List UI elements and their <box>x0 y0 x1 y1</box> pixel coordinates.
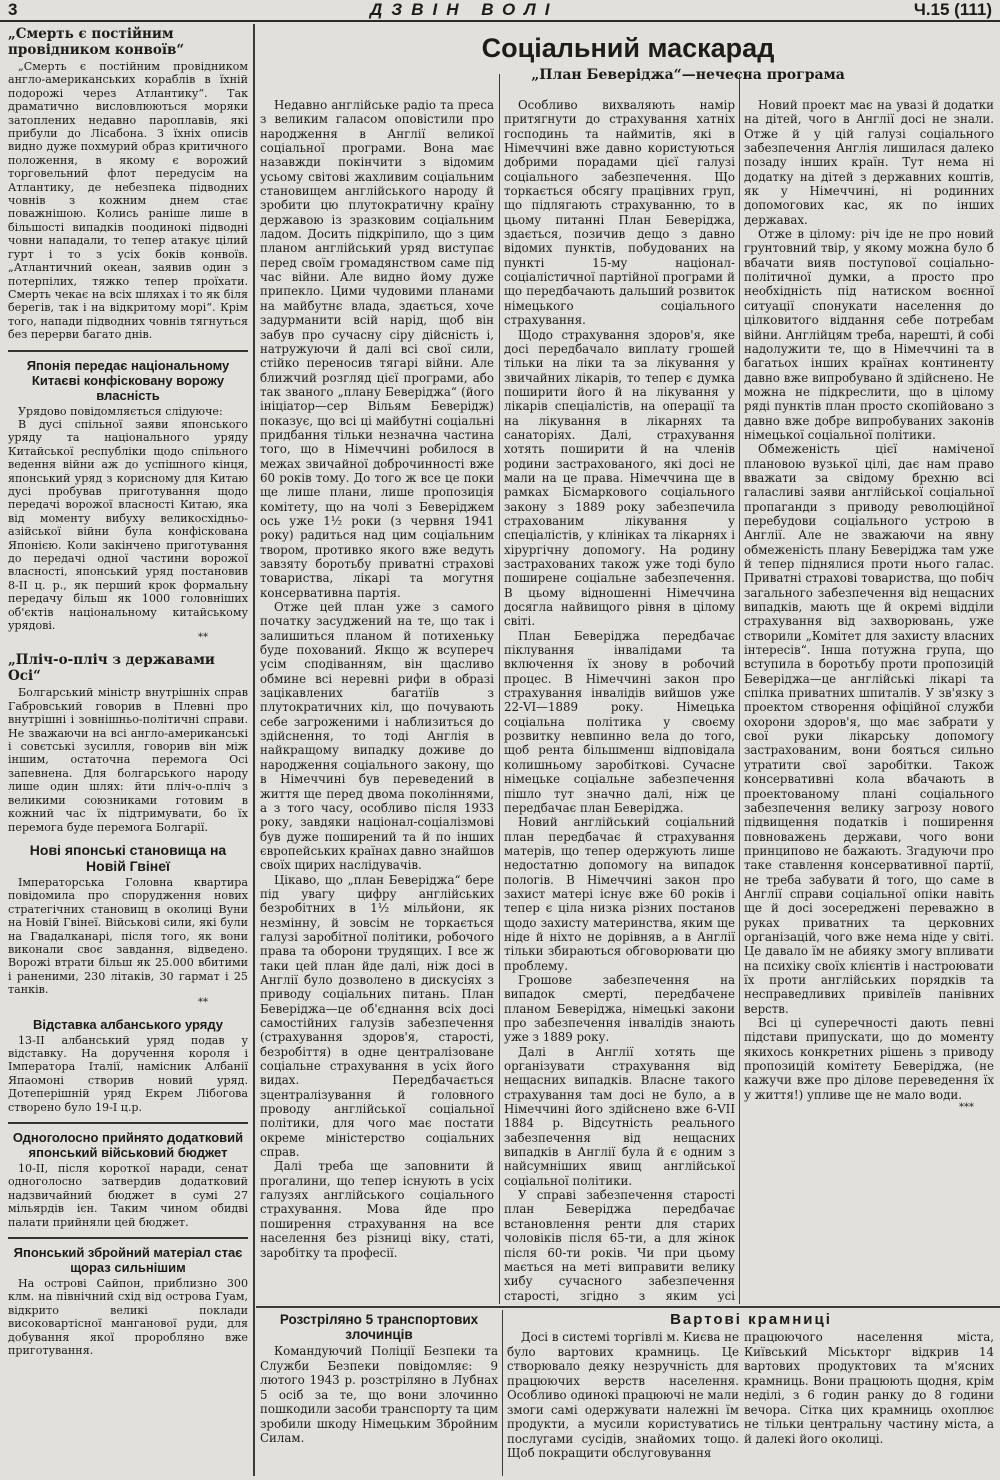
article-paragraph: Недавно англійське радіо та преса з великим галасом оповістили про народження в Англії великої соціальної програми. Вона має назавжди покінчити з відомим усьому світові жахливим соціальним становищем англійського народу й зробити цю плутократичну країну державою із зразковим соціальним ладом. Досить підкріпило, що з цим планом англійський уряд виступає перед своїм громадянством саме під час війни. Але видно йому дуже припекло. Цими чудовими планами на майбутнє влада, здається, хоче задурманити всій нарід, щоб він забув про сучасну сіру дійсність і, натружуючи й далі всі свої сили, стійко переносив тягарі війни. Але ближчий розгляд цієї програми, або так званого „плану Беверіджа“ (його ініціатор—сер Вільям Беверідж) показує, що всі ці майбутні соціальні придбання тільки незначна частина того, що в Німеччині робилося в межах звичайної доброчинності вже 60 років тому. До того ж все це поки ще лише плани, лише пропозиція комітету, що на чолі з Беверіджем ось уже 1½ роки (з червня 1941 року) радиться над цим соціальним твором, противко якого вже ведуть завзяту боротьбу приватні страхові товариства, лікарі та могутня консервативна партія. <box>260 98 494 600</box>
column-rule <box>502 1310 503 1476</box>
news-column <box>507 1330 739 1476</box>
news-item <box>8 652 248 833</box>
article-paragraph: Грошове забезпечення на випадок смерті, передбачене планом Беверіджа, німецькі закони про забезпечення інвалідів знають уже з 1889 року. <box>504 972 735 1045</box>
news-item <box>8 842 248 1009</box>
column-rule <box>253 24 255 1476</box>
divider <box>8 1122 248 1124</box>
article-paragraph: Новий англійський соціальний план передбачає й страхування матерів, що тепер одержують лише недостатню допомогу на випадок пологів. В Німеччині закон про захист матері існує вже 60 років і тепер є ціла низка різних постанов щодо захисту материнства, яким ще ніде й ніхто не дорівняв, а в Англії тільки збираються обговорювати цю проблему. <box>504 815 735 973</box>
article-headline: Соціальний маскарад <box>481 33 775 63</box>
news-headline: „Пліч-о-пліч з державами Осі“ <box>8 652 215 685</box>
news-sidebar <box>8 26 248 1476</box>
news-paragraph: Імператорська Головна квартира повідомила про спорудження нових стратегічних становищ в околиці Вуни на Новій Гвінеї. Військові сили, які були на Гвадалканарі, після того, як вони виконали своє завдання, відведено. Ворожі втрати більш як 25.000 вбитими і раненими, 230 літаків, 30 гармат і 25 танків. <box>8 875 248 997</box>
news-item-executions <box>260 1312 498 1476</box>
separator-stars: ** <box>198 996 208 1008</box>
article-column <box>744 98 994 1302</box>
article-paragraph: У справі забезпечення старості план Беверіджа передбачає встановлення ренти для старих чоловіків після 65-ти, а для жінок після 60-ти років. Чи при цьому мається на меті виправити велику хибу сучасного забезпечення старості, згідно з яким усі <box>504 1188 735 1302</box>
article-paragraph: Далі в Англії хотять ще організувати страхування від нещасних випадків. Власне такого страхування там досі не було, а в Німеччині його здійснено вже 6-VII 1884 р. Відсутність реального забезпечення від нещасних випадків в Англії була й є одним з найсумніших явищ англійської соціальної політики. <box>504 1044 735 1188</box>
news-item <box>8 1245 248 1357</box>
article-column <box>260 98 494 1302</box>
news-paragraph: На острові Сайпон, приблизно 300 клм. на північний схід від острова Гуам, відкрито великі поклади високовартісної манганової руди, для добування якої проробляно вже приготування. <box>8 1277 248 1358</box>
news-paragraph: Командуючий Поліції Безпеки та Служби Безпеки повідомляє: 9 лютого 1943 р. розстріляно в Лубнах 5 осіб за те, що вони злочинно пошкодили засоби транспорту та цим зробили шкоду Німецьким Збройним Силам. <box>260 1344 498 1445</box>
news-headline: „Смерть є постійним провідником конвоїв“ <box>8 26 185 58</box>
news-headline: Нові японські становища на Новій Гвінеї <box>29 841 227 874</box>
article-paragraph: Щодо страхування здоров'я, яке досі передбачало виплату грошей тільки на ліки та за лікування у звичайних лікарів, то тепер є думка поширити його й на лікування у лікарів спеціалістів, на операції та на лікування в лікарнях та санаторіях. Далі, страхування хотять поширити й на членів родини застрахованого, які досі не мали на це права. Німеччина ще в рамках Бісмаркового соціального закону з 1889 року забезпечила страхованим лікування у спеціалістів, у клініках та лікарнях і хірургічну допомогу. На родину застрахованих також уже тоді було поширене соціальне забезпечення. В цьому відношенні Німеччина досягла найвищого рівня в цілому світі. <box>504 327 735 629</box>
article-subheadline: „План Беверіджа“—нечесна програма <box>531 67 845 83</box>
article-paragraph: Особливо вихваляють намір притягнути до страхування хатніх господинь та наймитів, які в Німеччині вже давно користуються добрими порадами цієї галузі соціального забезпечення. Що торкається обсягу працівних груп, що підлягають страхуванню, то в цьому питанні План Беверіджа, здається, позичив дещо з давно відомих пунктів, побудованих на пункті 15-му націонал-соціалістичної партійної програми й що передбачають дальший розвиток німецького соціального страхування. <box>504 98 735 328</box>
news-headline: Відставка албанського уряду <box>32 1016 224 1032</box>
news-headline: Розстріляно 5 транспортових злочинців <box>279 1312 479 1342</box>
article-paragraph: Обмеженість цієї наміченої плановою вузької цілі, дає нам право вважати за свідому брехню всі галасливі заяви англійської соціальної пропаганди з приводу революційної перебудови соціального устрою в Англії. Але не зважаючи на явну обмеженість плану Беверіджа там уже й тепер піднялися проти нього галас. Приватні страхові товариства, що побіч загального забезпечення від нещасних випадків, мають ще й окремі відділи страхування від захворювань, уже створили „Комітет для захисту власних інтересів“. Інша потужна група, що вступила в боротьбу проти пропозицій Беверіджа—це англійські лікарі та спілка приватних шпиталів. У зв'язку з проектом створення офіційної служби охорони здоров'я, що має забрати у свої руки лікарську допомогу застрахованим, вони бояться сильно утратити свої заробітки. Також консервативні кола вбачають в проектованому плані соціального забезпечення велику загрозу нового підвищення податків і поширення повноважень держави, чого вони принципово не бажають. Згадуючи про таке ставлення консервативної партії, не треба забувати й того, що саме в Англії справи соціальної опіки навіть ще й досі зосереджені переважно в руках приватних та церковних організацій, чого вже нема ніде у світі. Це давало їм не абияку змогу впливати на психіку своїх клієнтів і настроювати їх проти англійських порядків та несправедливих привілеїв панівних верств. <box>744 442 994 1016</box>
news-headline: Японія передає національному Китаєві конфісковану ворожу власність <box>26 357 230 403</box>
news-paragraph: працюючого населення міста, Київський Міськторг відкрив 14 вартових продуктових та м'ясних крамниць. Вони працюють щодня, крім неділі, з 6 годин ранку до 8 години вечора. Сітка цих крамниць охоплює не тільки центральну частину міста, а й далекі його околиці. <box>744 1330 994 1446</box>
news-paragraph: Урядово повідомляється слідуюче: <box>18 404 223 418</box>
horizontal-rule <box>256 1306 1000 1308</box>
divider <box>8 350 248 352</box>
article-header <box>258 30 998 84</box>
article-paragraph: Цікаво, що „план Беверіджа“ бере під увагу цифру англійських безробітних в 1½ мільйони, як незмінну, й зовсім не торкається галузі заробітної політики, робочого права та оборони трудящих. І все ж таки цей план йде далі, ніж досі в Англії було дозволено в дискусіях з приводу соціальних питань. План Беверіджа—це об'єднання всіх досі самостійних галузів забезпечення (страхування здоров'я, старості, безробіття) в одне централізоване соціальне страхування в усіх його видах. Передбачається зцентралізування й головного проводу англійської соціальної політики, для чого має постати окреме міністерство соціальних справ. <box>260 872 494 1160</box>
page-number: 3 <box>8 0 18 19</box>
article-column <box>504 98 735 1302</box>
separator-stars: ** <box>198 632 208 644</box>
article-paragraph: Далі треба ще заповнити й прогалини, що тепер існують в усіх галузях англійського соціального страхування. Мова йде про поширення страхування на все населення без різниці віку, статі, заробітку та професії. <box>260 1159 494 1260</box>
news-column <box>744 1330 994 1476</box>
news-headline: Одноголосно прийнято додатковий японський військовий бюджет <box>12 1130 244 1160</box>
news-paragraph: „Смерть є постійним провідником англо-американських кораблів в їхній подорожі через Атлантику“. Так драматично висловлюються моряки затоплених недавно пароплавів, які прибули до Лісабона. З їхніх описів видно дуже похмурий образ критичного положення, в якому є ворожий торговельний флот передусім на Атлантику, де небезпека підводних човнів з кожним днем стає поважнішою. Колись раніше лише в більшості випадків поодинокі підводні човни нападали, то тепер атакує цілий гурт і то з усіх боків конвоїв. „Атлантичний океан, заявив один з потерпілих, тяжко тепер проїхати. Смерть чекає на всіх шляхах і то як біля берегів, так і на відкритому морі“. Крім того, напади підводних човнів тягнуться без перерви багато днів. <box>8 60 248 342</box>
news-item <box>8 358 248 645</box>
news-paragraph: В дусі спільної заяви японського уряду та національного уряду Китайської республіки щодо спільного ведення війни аж до успішного кінця, японський уряд з корисному для Китаю дусі пробував приготування щодо передачі ворожої власності Китаю, яка від моменту вибуху великосхідньо-азійської війни була конфіскована Японією. Коли закінчено приготування до передачі одної частини ворожої власності, японський уряд постановив 8-ІІ ц. р., як перший крок формальну передачу більш як 1000 головніших об'єктів національному китайському урядові. <box>8 417 248 633</box>
article-end-mark: *** <box>959 1102 974 1114</box>
news-item <box>8 1017 248 1114</box>
news-headline: Вартові крамниці <box>670 1311 832 1328</box>
news-item <box>8 1130 248 1229</box>
article-paragraph: Отже в цілому: річ іде не про новий грунтовний твір, у якому можна було б вбачати вияв поступової соціально-політичної думки, а просто про необхідність під натиском воєнної ситуації спонукати населення до цілковитого віддання себе потребам війни. Англійцям треба, нарешті, й собі надолужити те, що в Німеччині та в багатьох інших країнах континенту давно вже випробувано й здійснено. Не можна не підкреслити, що в цілому ряді пунктів план просто скопійовано з давно вже добре випробуваних законів німецької соціальної політики. <box>744 227 994 442</box>
newspaper-title: ДЗВІН ВОЛІ <box>370 0 559 19</box>
issue-number: Ч.15 (111) <box>913 0 992 19</box>
news-paragraph: Болгарський міністр внутрішніх справ Габровський говорив в Плевні про внутрішні і зовнішньо-політичні справи. Не зважаючи на всі англо-американські і совєтські зусилля, говорив він між іншим, остаточна перемога Осі запевнена. Для болгарського народу лише один шлях: йти пліч-о-пліч з великими союзниками готовим в кожний час їх підтримувати, бо їх перемога буде перемога Болгарії. <box>8 686 248 834</box>
article-paragraph: Всі ці суперечності дають певні підстави припускати, що до моменту якихось конкретних рішень з приводу пропозицій комітету Беверіджа, (не кажучи вже про ділове переведення їх у життя!) упливе ще не мало води. <box>744 1016 994 1102</box>
column-rule <box>739 74 740 1304</box>
article-paragraph: План Беверіджа передбачає піклування інвалідами та включення їх знову в робочий процес. В Німеччині закон про страхування інвалідів вийшов уже 22-VI—1889 року. Німецька соціальна політика у своєму розвитку невпинно вела до того, щоб рента більшменш відповідала колишньому заробіткові. Сучасне німецьке соціальне забезпечення пішло тут значно далі, ніж це передбачає план Беверіджа. <box>504 628 735 815</box>
news-headline: Японський збройний матеріал стає щораз сильнішим <box>13 1245 243 1276</box>
masthead <box>0 0 1000 22</box>
news-item <box>8 26 248 342</box>
article-paragraph: Отже цей план уже з самого початку засуджений на те, що так і залишиться планом й потихеньку буде похований. Якщо ж всупереч усім сподіванням, він щасливо обмине всі неревні рифи в образі зацікавлених багатіїв з плутократичних кіл, що почувають себе загроженими і наблизиться до здійснення, то тоді Англія в найкращому випадку доживе до народження соціального закону, що в Німеччині був переведений в життя ще перед двома поколіннями, а з того часу, особливо після 1933 року, завдяки націонал-соціалізмові був дуже поширений та й по інших європейських країнах давно знайшов своїх щирих наслідувачів. <box>260 600 494 873</box>
news-paragraph: 13-ІІ албанський уряд подав у відставку. На доручення короля і Імператора Італії, намісник Албанії Япаомоні створив новий уряд. Дотеперішній уряд Екрем Лібогова створено було 19-І ц.р. <box>8 1033 248 1114</box>
news-paragraph: 10-ІІ, після короткої наради, сенат одноголосно затвердив додатковий надзвичайний бюджет в сумі 27 мільярдів ієн. Таким чином обидві палати прийняли цей бюджет. <box>8 1162 248 1229</box>
divider <box>8 1237 248 1239</box>
article-paragraph: Новий проект має на увазі й додатки на дітей, чого в Англії досі не знали. Отже й у цій галузі соціального забезпечення Англія лишилася далеко позаду інших країн. Тут нема ні додатку на дітей з державних коштів, як у Німеччині, ні родинних допомогових кас, як по інших державах. <box>744 98 994 227</box>
news-paragraph: Досі в системі торгівлі м. Києва не було вартових крамниць. Це створювало деяку незручність для працюючих верств населення. Особливо одинокі працюючі не мали змоги самі одержувати належні їм продукти, а мусили користуватись послугами сусідів, знайомих тощо. Щоб покращити обслуговування <box>507 1330 739 1460</box>
column-rule <box>499 74 500 1304</box>
